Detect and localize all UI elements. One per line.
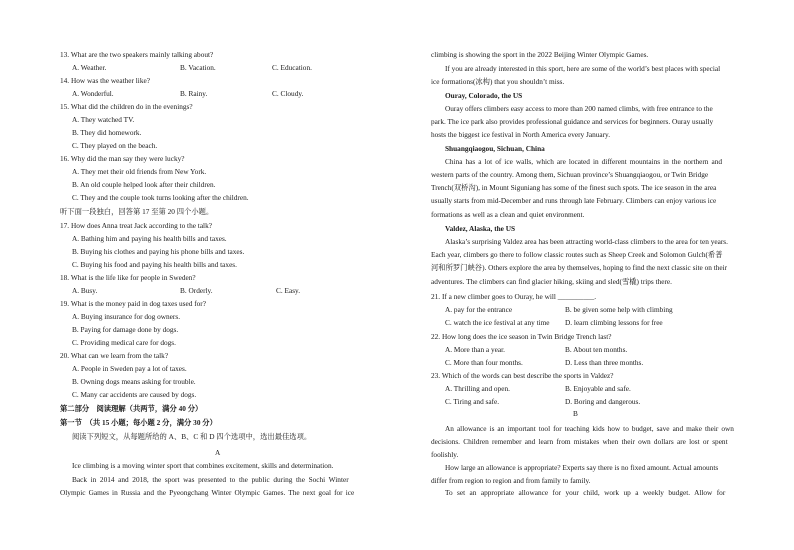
q15-option-a[interactable]: A. They watched TV.: [72, 115, 135, 124]
q13-option-c[interactable]: C. Education.: [272, 63, 312, 72]
q13-option-b[interactable]: B. Vacation.: [180, 63, 216, 72]
valdez-line-1: Alaska’s surprising Valdez area has been attracting world-class climbers to the area for ten years.: [445, 237, 728, 246]
china-line-5: formations as well as a clean and quiet environment.: [431, 210, 585, 219]
question-20: 20. What can we learn from the talk?: [60, 351, 169, 360]
q17-option-c[interactable]: C. Buying his food and paying his health bills and taxes.: [72, 260, 237, 269]
china-line-2: western parts of the country. Among them, Sichuan province’s Shuangqiaogou, or Twin Bridge: [431, 170, 709, 179]
q21-option-b[interactable]: B. be given some help with climbing: [565, 305, 673, 314]
q20-option-b[interactable]: B. Owning dogs means asking for trouble.: [72, 377, 196, 386]
heading-ouray: Ouray, Colorado, the US: [445, 91, 523, 100]
passage-a-paragraph-2-line-2: Olympic Games in Russia and the Pyeongchang Winter Olympic Games. The next goal for ice: [60, 488, 355, 497]
passage-b-p2-line-2: differ from region to region and from family to family.: [431, 476, 591, 485]
q14-option-b[interactable]: B. Rainy.: [180, 89, 208, 98]
section-one-heading: 第一节 （共 15 小题；每小题 2 分，满分 30 分）: [60, 418, 217, 427]
question-14: 14. How was the weather like?: [60, 76, 150, 85]
q22-option-d[interactable]: D. Less than three months.: [565, 358, 644, 367]
q22-option-c[interactable]: C. More than four months.: [445, 358, 523, 367]
question-23: 23. Which of the words can best describe the sports in Valdez?: [431, 371, 614, 380]
question-18: 18. What is the life like for people in Sweden?: [60, 273, 196, 282]
q15-option-c[interactable]: C. They played on the beach.: [72, 141, 158, 150]
question-15: 15. What did the children do in the evenings?: [60, 102, 193, 111]
question-21: 21. If a new climber goes to Ouray, he will __________.: [431, 292, 597, 301]
q17-option-a[interactable]: A. Bathing him and paying his health bills and taxes.: [72, 234, 227, 243]
q20-option-a[interactable]: A. People in Sweden pay a lot of taxes.: [72, 364, 187, 373]
passage-b-label: B: [573, 409, 578, 418]
china-line-3: Trench(双桥沟), in Mount Siguniang has some of the finest such spots. The ice season in the area: [431, 183, 717, 192]
heading-shuangqiaogou: Shuangqiaogou, Sichuan, China: [445, 144, 545, 153]
china-line-1: China has a lot of ice walls, which are located in different mountains in the northern and: [445, 157, 723, 166]
ouray-line-1: Ouray offers climbers easy access to more than 200 named climbs, with free entrance to the: [445, 104, 713, 113]
q14-option-a[interactable]: A. Wonderful.: [72, 89, 114, 98]
q23-option-b[interactable]: B. Enjoyable and safe.: [565, 384, 631, 393]
q22-option-b[interactable]: B. About ten months.: [565, 345, 628, 354]
q18-option-b[interactable]: B. Orderly.: [180, 286, 213, 295]
heading-valdez: Valdez, Alaska, the US: [445, 224, 516, 233]
question-13: 13. What are the two speakers mainly talking about?: [60, 50, 214, 59]
passage-b-p1-line-3: foolishly.: [431, 450, 459, 459]
valdez-line-3: 河和所罗门峡谷). Others explore the area by themselves, hoping to find the next classic site on their: [431, 263, 728, 272]
valdez-line-2: Each year, climbers go there to follow classic routes such as Sheep Creek and Solomon Gulch(希普: [431, 250, 723, 259]
question-17: 17. How does Anna treat Jack according to the talk?: [60, 221, 212, 230]
passage-a-continuation: climbing is showing the sport in the 2022 Beijing Winter Olympic Games.: [431, 50, 649, 59]
q21-option-c[interactable]: C. watch the ice festival at any time: [445, 318, 550, 327]
q19-option-c[interactable]: C. Providing medical care for dogs.: [72, 338, 176, 347]
q23-option-d[interactable]: D. Boring and dangerous.: [565, 397, 641, 406]
q21-option-a[interactable]: A. pay for the entrance: [445, 305, 513, 314]
question-19: 19. What is the money paid in dog taxes used for?: [60, 299, 206, 308]
q23-option-c[interactable]: C. Tiring and safe.: [445, 397, 500, 406]
passage-b-p1-line-2: decisions. Children remember and learn from mistakes when their own dollars are lost or spent: [431, 437, 728, 446]
q16-option-a[interactable]: A. They met their old friends from New York.: [72, 167, 207, 176]
part-two-heading: 第二部分 阅读理解（共两节，满分 40 分）: [60, 404, 203, 413]
ouray-line-2: park. The ice park also provides professional guidance and services for beginners. Ouray usually: [431, 117, 714, 126]
passage-a-paragraph-1: Ice climbing is a moving winter sport that combines excitement, skills and determination.: [72, 461, 334, 470]
china-line-4: usually starts from mid-December and runs through late February. Climbers can enjoy various ice: [431, 196, 717, 205]
q14-option-c[interactable]: C. Cloudy.: [272, 89, 304, 98]
q22-option-a[interactable]: A. More than a year.: [445, 345, 505, 354]
q20-option-c[interactable]: C. Many car accidents are caused by dogs.: [72, 390, 197, 399]
q21-option-d[interactable]: D. learn climbing lessons for free: [565, 318, 663, 327]
q16-option-c[interactable]: C. They and the couple took turns looking after the children.: [72, 193, 249, 202]
question-16: 16. Why did the man say they were lucky?: [60, 154, 185, 163]
intro-line-2: ice formations(冰构) that you shouldn’t miss.: [431, 77, 565, 86]
passage-b-p3-line-1: To set an appropriate allowance for your child, work up a weekly budget. Allow for: [445, 488, 726, 497]
intro-line-1: If you are already interested in this sport, here are some of the world’s best places with special: [445, 64, 721, 73]
question-22: 22. How long does the ice season in Twin Bridge Trench last?: [431, 332, 612, 341]
q15-option-b[interactable]: B. They did homework.: [72, 128, 142, 137]
q19-option-b[interactable]: B. Paying for damage done by dogs.: [72, 325, 179, 334]
passage-b-p2-line-1: How large an allowance is appropriate? Experts say there is no fixed amount. Actual amounts: [445, 463, 719, 472]
q16-option-b[interactable]: B. An old couple helped look after their children.: [72, 180, 216, 189]
q17-option-b[interactable]: B. Buying his clothes and paying his phone bills and taxes.: [72, 247, 245, 256]
q18-option-a[interactable]: A. Busy.: [72, 286, 98, 295]
valdez-line-4: adventures. The climbers can find glacier hiking, skiing and sled(雪橇) trips there.: [431, 277, 673, 286]
q18-option-c[interactable]: C. Easy.: [276, 286, 301, 295]
ouray-line-3: hosts the biggest ice festival in North America every January.: [431, 130, 611, 139]
passage-b-p1-line-1: An allowance is an important tool for teaching kids how to budget, save and make their own: [445, 424, 734, 433]
q19-option-a[interactable]: A. Buying insurance for dog owners.: [72, 312, 181, 321]
listening-instruction: 听下面一段独白，回答第 17 至第 20 四个小题。: [60, 207, 214, 216]
q13-option-a[interactable]: A. Weather.: [72, 63, 107, 72]
passage-a-paragraph-2-line-1: Back in 2014 and 2018, the sport was presented to the public during the Sochi Winter: [72, 475, 349, 484]
q23-option-a[interactable]: A. Thrilling and open.: [445, 384, 510, 393]
reading-instruction: 阅读下列短文，从每题所给的 A、B、C 和 D 四个选项中，选出最佳选项。: [72, 432, 312, 441]
passage-a-label: A: [215, 448, 221, 457]
